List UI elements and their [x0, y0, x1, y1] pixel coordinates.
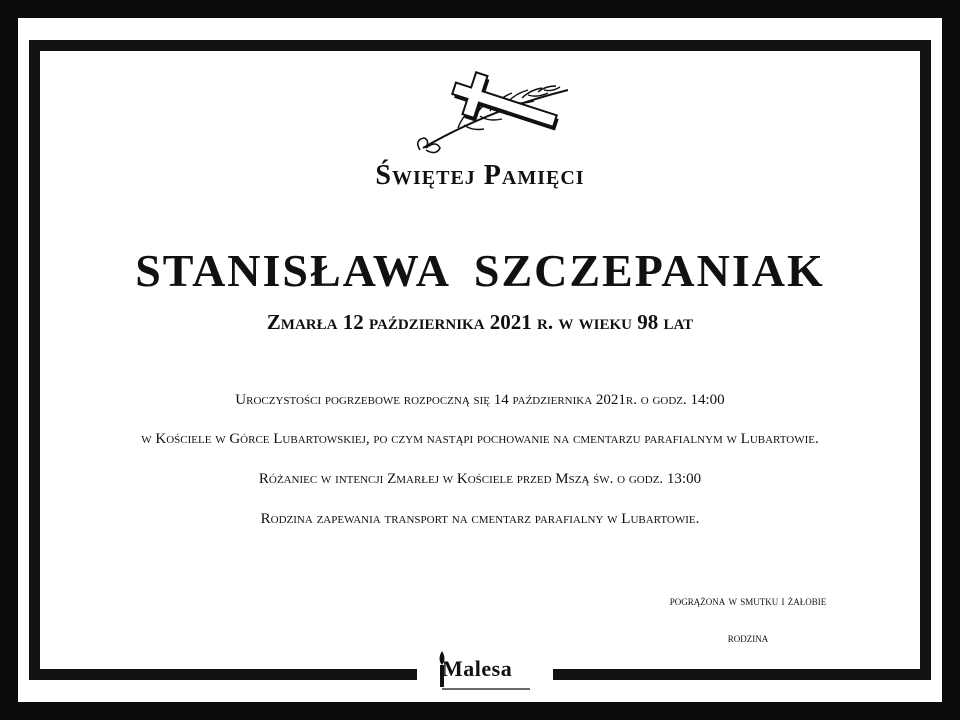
obituary-sheet [18, 18, 942, 702]
frame-left [29, 40, 40, 680]
death-line: Zmarła 12 października 2021 r. w wieku 98 lat [266, 310, 694, 334]
frame-right [920, 40, 931, 680]
signature-line-1: pogrążona w smutku i żałobie [669, 593, 827, 608]
info-line-church: w Kościele w Górce Lubartowskiej, po czym nastąpi pochowanie na cmentarzu parafialnym w Lubartowie. [141, 431, 819, 447]
logo-text: Malesa [442, 656, 513, 681]
frame-bottom-right [553, 669, 931, 680]
signature-line-2: rodzina [727, 630, 769, 645]
cross-with-palm-icon [398, 70, 573, 160]
deceased-name: STANISŁAWA SZCZEPANIAK [135, 245, 825, 296]
heading: Świętej Pamięci [375, 160, 585, 191]
frame-bottom-left [29, 669, 417, 680]
info-line-funeral: Uroczystości pogrzebowe rozpoczną się 14 października 2021r. o godz. 14:00 [235, 392, 725, 408]
frame-top [29, 40, 931, 51]
info-line-rosary: Różaniec w intencji Zmarłej w Kościele przed Mszą św. o godz. 13:00 [258, 471, 702, 487]
info-line-transport: Rodzina zapewania transport na cmentarz parafialny w Lubartowie. [260, 511, 700, 527]
